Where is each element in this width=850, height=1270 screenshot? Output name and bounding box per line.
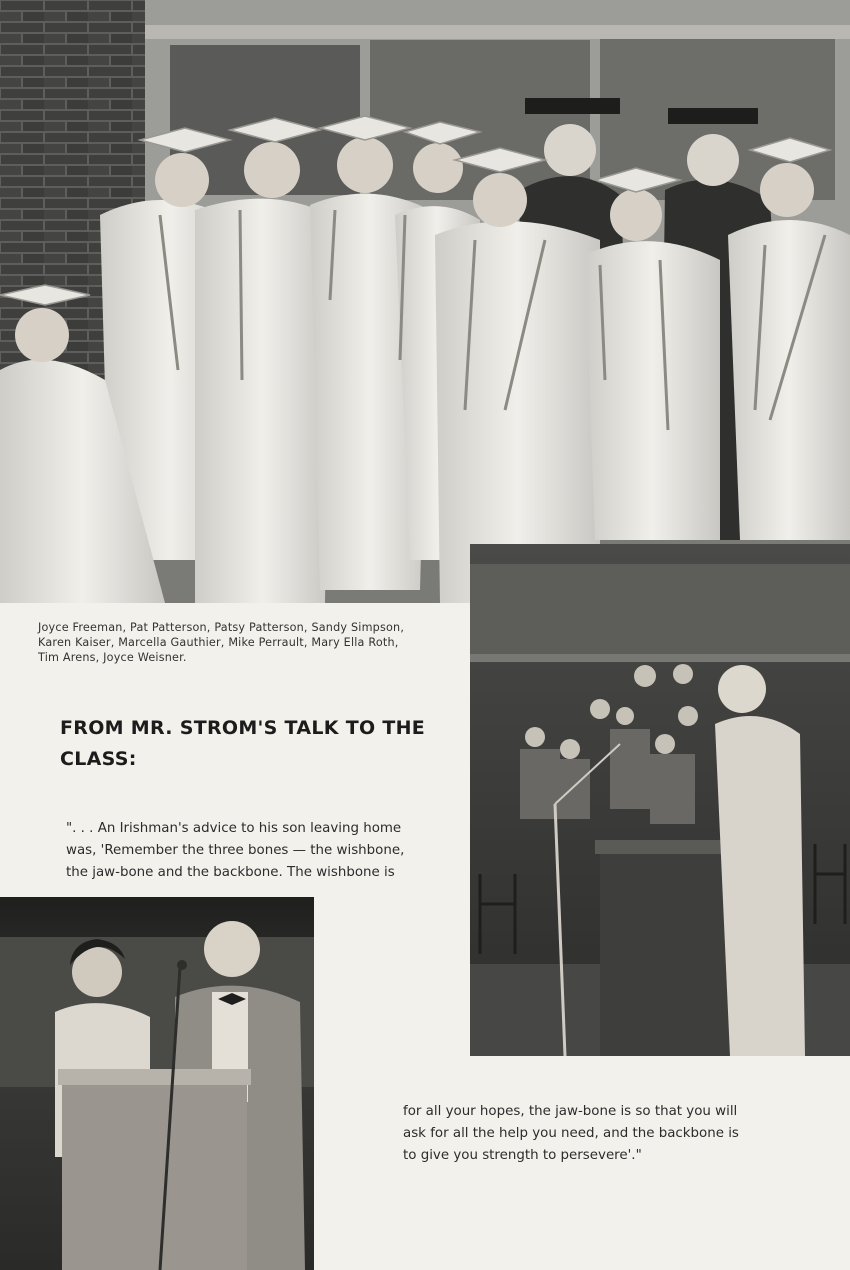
quote-line: ". . . An Irishman's advice to his son leaving home <box>66 821 402 836</box>
assembly-speaker-photo <box>470 544 850 1056</box>
caption-line: Joyce Freeman, Pat Patterson, Patsy Patterson, Sandy Simpson, <box>38 621 405 634</box>
assembly-speaker-photo-image <box>470 544 850 1056</box>
headline-line: FROM MR. STROM'S TALK TO THE <box>60 717 426 739</box>
quote-text-continued <box>403 1101 823 1167</box>
headline-line: CLASS: <box>60 748 137 770</box>
graduates-photo <box>0 0 850 603</box>
quote-line: the jaw-bone and the backbone. The wishbone is <box>66 865 395 880</box>
caption-line: Karen Kaiser, Marcella Gauthier, Mike Perrault, Mary Ella Roth, <box>38 636 399 649</box>
article-headline <box>60 713 440 775</box>
caption-line: Tim Arens, Joyce Weisner. <box>38 651 187 664</box>
graduates-photo-image <box>0 0 850 603</box>
quote-line: for all your hopes, the jaw-bone is so that you will <box>403 1104 738 1119</box>
podium-speakers-photo <box>0 897 314 1270</box>
photo-caption <box>38 620 448 665</box>
podium-speakers-photo-image <box>0 897 314 1270</box>
quote-line: ask for all the help you need, and the backbone is <box>403 1126 739 1141</box>
quote-line: to give you strength to persevere'." <box>403 1148 642 1163</box>
quote-text <box>66 818 456 884</box>
quote-line: was, 'Remember the three bones — the wishbone, <box>66 843 405 858</box>
